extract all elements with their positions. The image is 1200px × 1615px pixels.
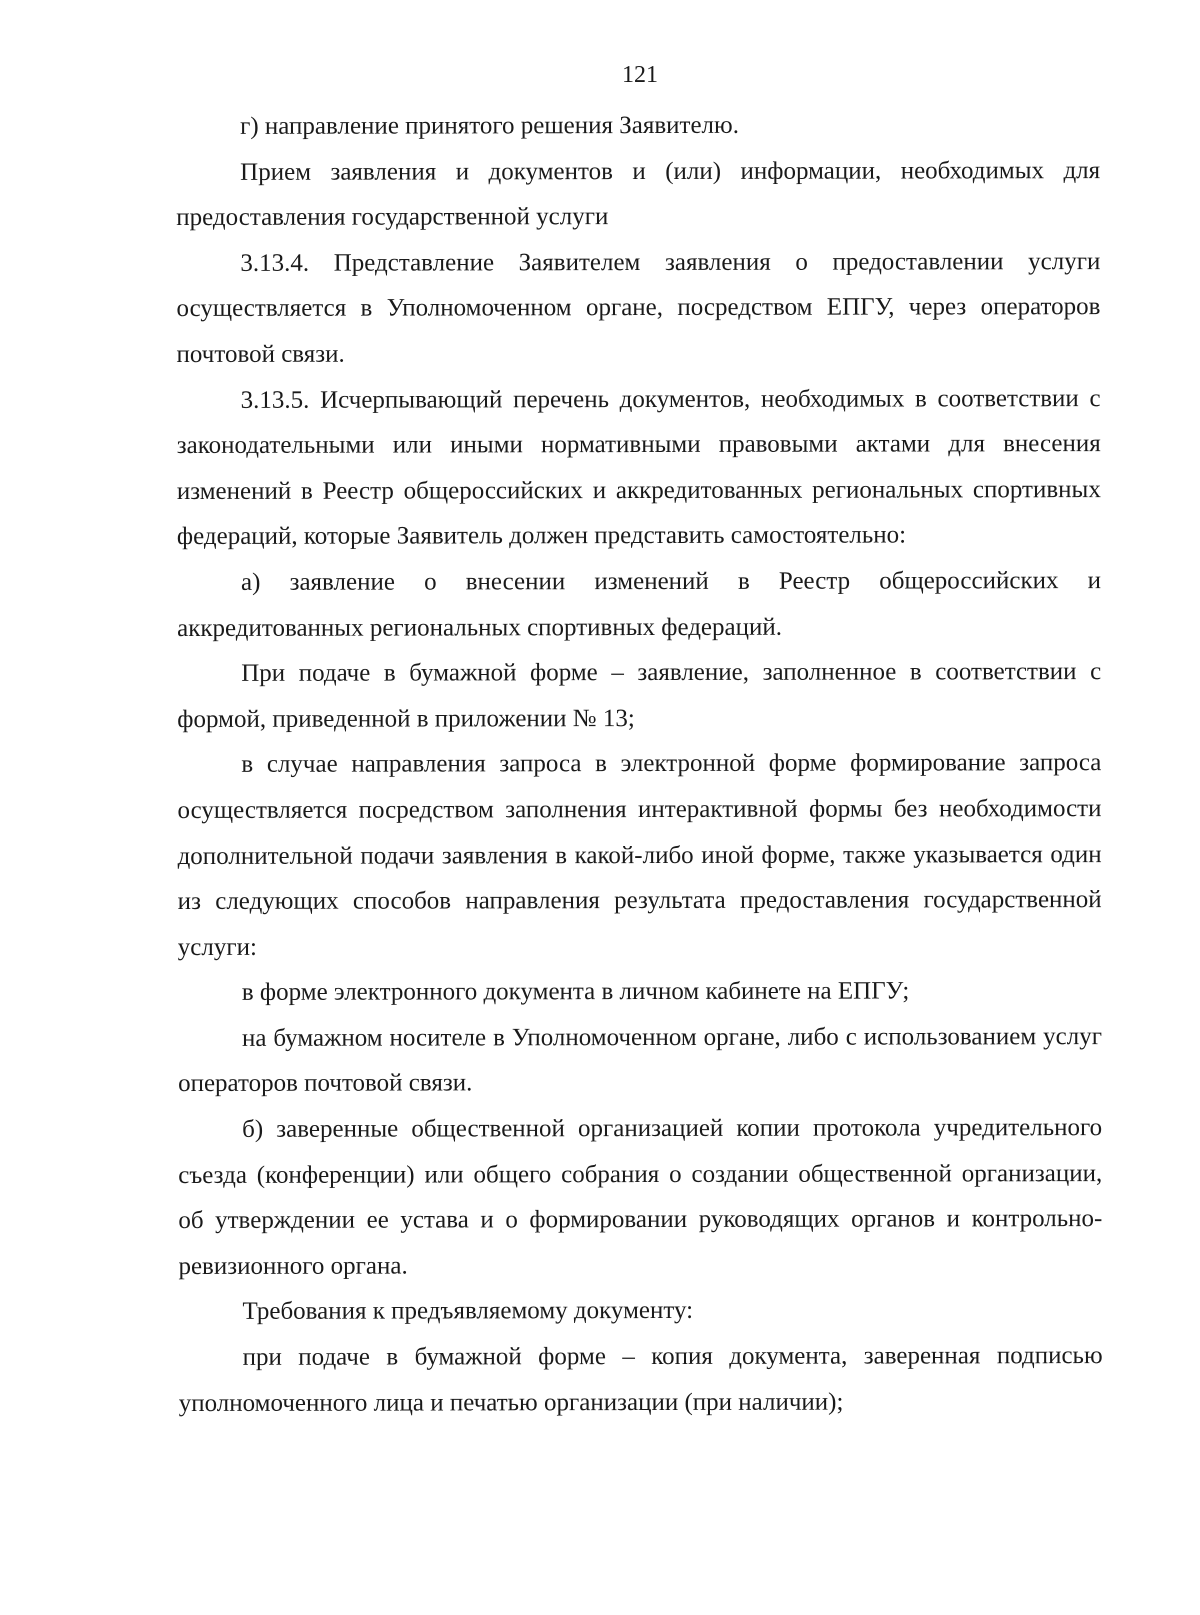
paragraph-item-b: б) заверенные общественной организацией копии протокола учредительного съезда (конференции) или общего собрания о создании общественной организации, об утверждении ее устава и о формировании руководящих органов и контрольно-ревизионного органа. (178, 1114, 1103, 1280)
paragraph-item-a: а) заявление о внесении изменений в Реестр общероссийских и аккредитованных региональных спортивных федераций. (177, 567, 1102, 642)
paragraph-paper-submission: При подаче в бумажной форме – заявление, заполненное в соответствии с формой, приведенной в приложении № 13; (177, 658, 1102, 733)
document-body (176, 102, 1103, 1426)
paragraph-electronic-request: в случае направления запроса в электронной форме формирование запроса осуществляется посредством заполнения интерактивной формы без необходимости дополнительной подачи заявления в какой-либо иной форме, также указывается один из следующих способов направления результата предоставления государственной услуги: (177, 749, 1102, 961)
paragraph-option-electronic: в форме электронного документа в личном кабинете на ЕПГУ; (241, 977, 910, 1007)
paragraph-3-13-4: 3.13.4. Представление Заявителем заявления о предоставлении услуги осуществляется в Уполномоченном органе, посредством ЕПГУ, через операторов почтовой связи. (176, 247, 1101, 368)
paragraph-paper-copy-requirement: при подаче в бумажной форме – копия документа, заверенная подписью уполномоченного лица и печатью организации (при наличии); (178, 1342, 1103, 1417)
paragraph-document-requirements: Требования к предъявляемому документу: (242, 1297, 694, 1326)
page-number: 121 (622, 62, 658, 88)
paragraph-3-13-5: 3.13.5. Исчерпывающий перечень документов, необходимых в соответствии с законодательными или иными нормативными правовыми актами для внесения изменений в Реестр общероссийских и аккредитованных региональных спортивных федераций, которые Заявитель должен представить самостоятельно: (176, 384, 1101, 551)
paragraph-option-paper: на бумажном носителе в Уполномоченном органе, либо с использованием услуг операторов почтовой связи. (178, 1022, 1102, 1098)
paragraph-decision-delivery: г) направление принятого решения Заявителю. (240, 111, 739, 140)
section-heading-application-intake: Прием заявления и документов и (или) информации, необходимых для предоставления государственной услуги (176, 156, 1101, 232)
